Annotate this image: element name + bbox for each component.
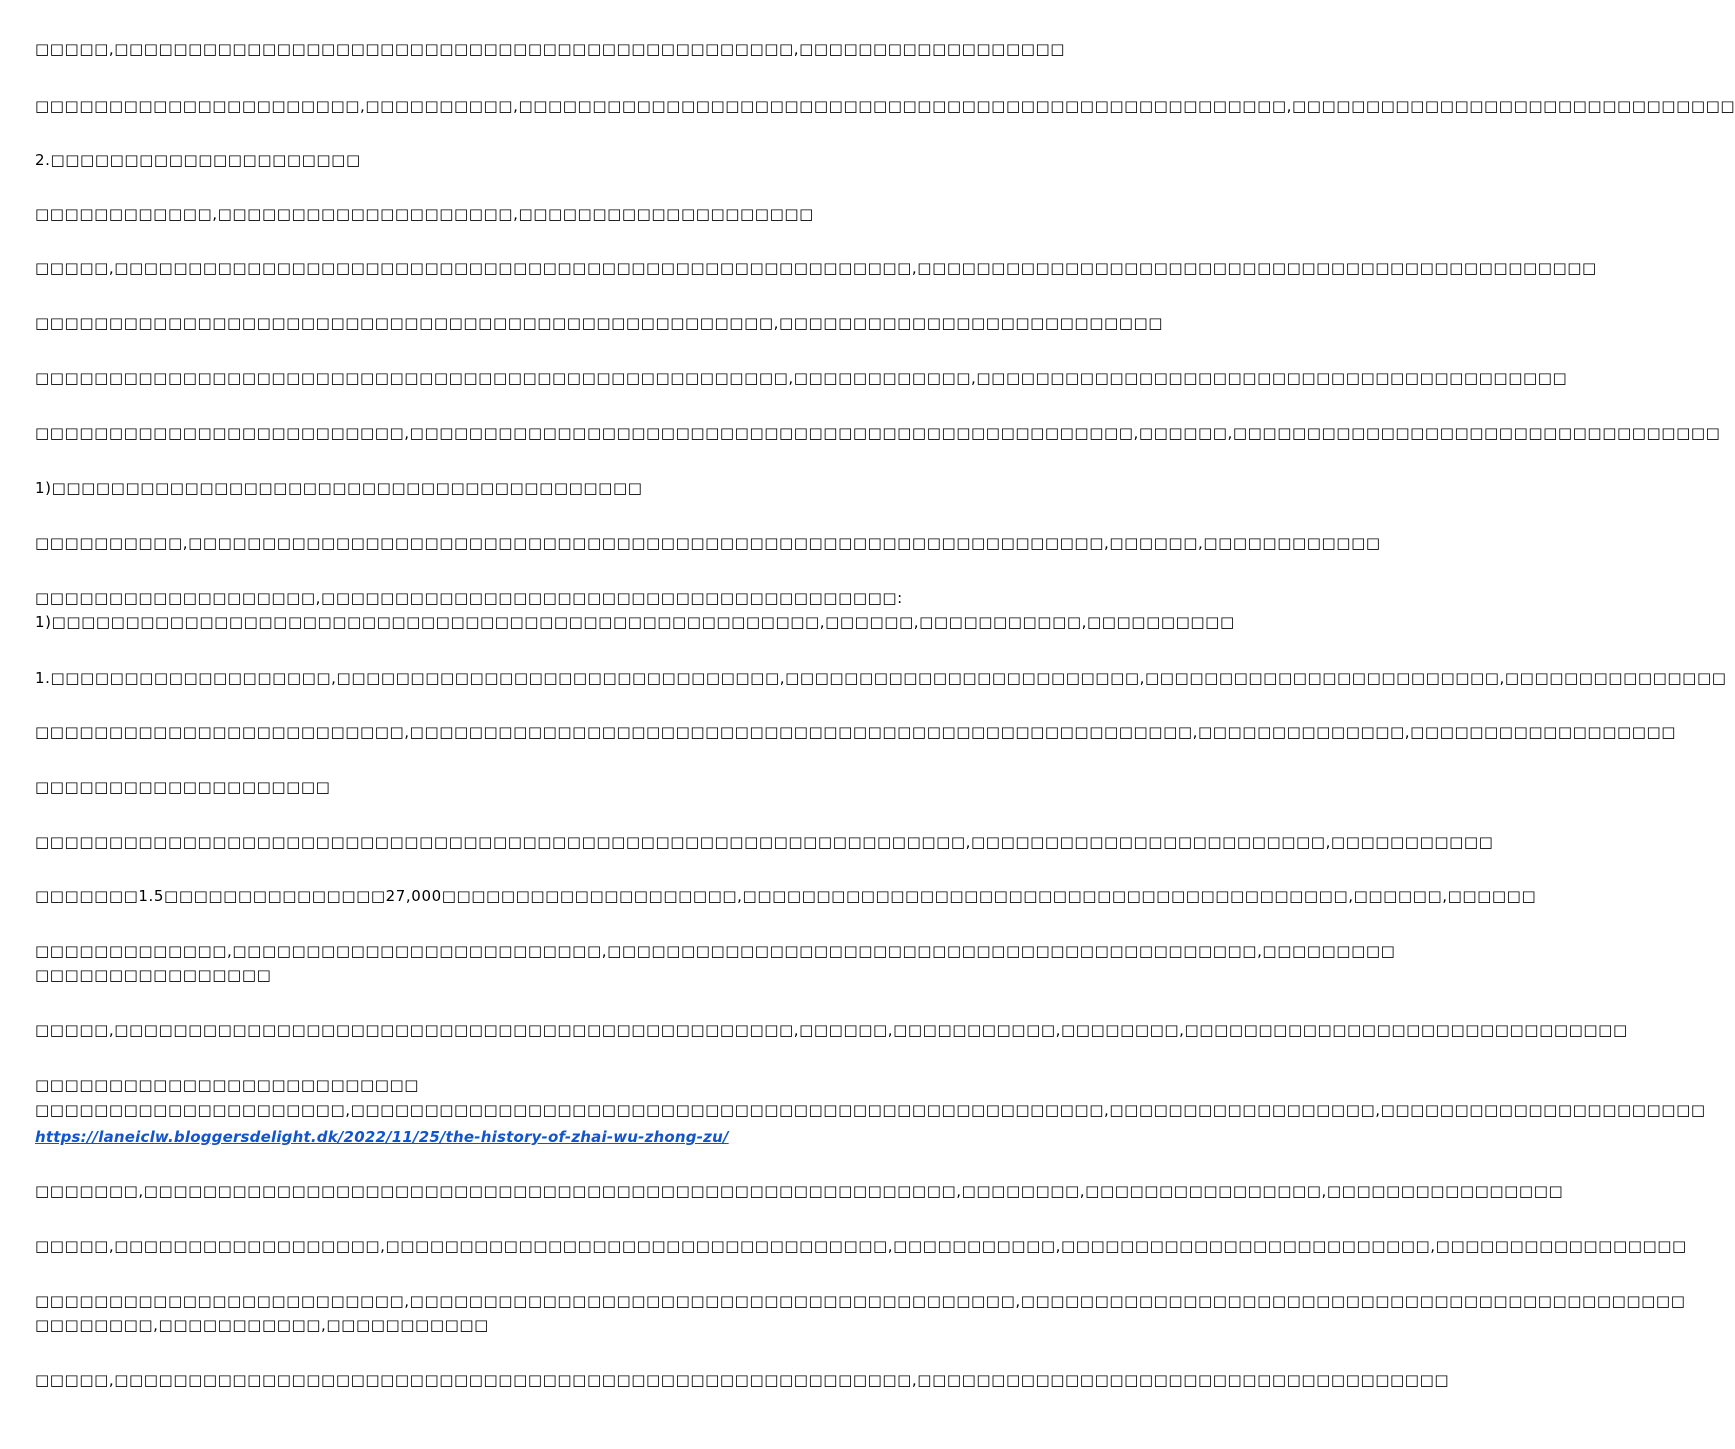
paragraph-line: □□□□□,□□□□□□□□□□□□□□□□□□□□□□□□□□□□□□□□□□□□□□□□□□□□□□,□□□□□□□□□□□□□□□□□□ <box>35 40 1066 58</box>
paragraph-line: □□□□□,□□□□□□□□□□□□□□□□□□□□□□□□□□□□□□□□□□□□□□□□□□□□□□□□□□□□□□,□□□□□□□□□□□□□□□□□□□□□□□□□□□□□□□□□□□□□□□□□□□□□□ <box>35 259 1597 277</box>
paragraph-line: □□□□□,□□□□□□□□□□□□□□□□□□□□□□□□□□□□□□□□□□□□□□□□□□□□□□□□□□□□□□,□□□□□□□□□□□□□□□□□□□□□□□□□□□□□□□□□□□□ <box>35 1371 1450 1389</box>
paragraph-line: □□□□□□□1.5□□□□□□□□□□□□□□□27,000□□□□□□□□□□□□□□□□□□□□,□□□□□□□□□□□□□□□□□□□□□□□□□□□□□□□□□□□□□□□□□,□□□□□□,□□□□□□ <box>35 887 1537 905</box>
paragraph-line: □□□□□□□□□□□□□□□□□□□□□□,□□□□□□□□□□,□□□□□□□□□□□□□□□□□□□□□□□□□□□□□□□□□□□□□□□□□□□□□□□□□□□□,□□□□□□□□□□□□□□□□□□□□□□□□□□□□□□ <box>35 97 1735 115</box>
article-link[interactable]: https://laneiclw.bloggersdelight.dk/2022/11/25/the-history-of-zhai-wu-zhong-zu/ <box>35 1128 729 1146</box>
paragraph-line: □□□□□□□□□□,□□□□□□□□□□□□□□□□□□□□□□□□□□□□□□□□□□□□□□□□□□□□□□□□□□□□□□□□□□□□□□,□□□□□□,□□□□□□□□□□□□ <box>35 534 1381 552</box>
paragraph-line: □□□□□□□□□□□□,□□□□□□□□□□□□□□□□□□□□,□□□□□□□□□□□□□□□□□□□□ <box>35 205 814 223</box>
paragraph-line: □□□□□□□□□□□□□□□□□□□□□,□□□□□□□□□□□□□□□□□□□□□□□□□□□□□□□□□□□□□□□□□□□□□□□□□□□,□□□□□□□□□□□□□□□□□□,□□□□□□□□□□□□□□□□□□□□□□ <box>35 1101 1706 1119</box>
paragraph-line: 1)□□□□□□□□□□□□□□□□□□□□□□□□□□□□□□□□□□□□□□□□ <box>35 479 643 497</box>
paragraph-line: □□□□□□□□□□□□□□□□□□□□□□□□□□□□□□□□□□□□□□□□□□□□□□□□□□,□□□□□□□□□□□□□□□□□□□□□□□□□□ <box>35 314 1164 332</box>
paragraph-line: □□□□□□□□□□□□□□□□ <box>35 966 272 984</box>
paragraph-line: □□□□□□□□□□□□□□□□□□□□□□□□□,□□□□□□□□□□□□□□□□□□□□□□□□□□□□□□□□□□□□□□□□□,□□□□□□□□□□□□□□□□□□□□□□□□□□□□□□□□□□□□□□□□□□□□□ <box>35 1292 1686 1310</box>
paragraph-line: □□□□□□□□□□□□□□□□□□□□□□□□□□□□□□□□□□□□□□□□□□□□□□□□□□□□□□□□□□□□□□□,□□□□□□□□□□□□□□□□□□□□□□□□,□□□□□□□□□□□ <box>35 833 1494 851</box>
paragraph-line: 2.□□□□□□□□□□□□□□□□□□□□□ <box>35 151 361 169</box>
paragraph-line: □□□□□□□□□□□□□□□□□□□□□□□□□,□□□□□□□□□□□□□□□□□□□□□□□□□□□□□□□□□□□□□□□□□□□□□□□□□□□□□,□□□□□□□□□□□□□□,□□□□□□□□□□□□□□□□□□ <box>35 723 1677 741</box>
paragraph-line: □□□□□□□□,□□□□□□□□□□□,□□□□□□□□□□□ <box>35 1316 489 1334</box>
paragraph-line: □□□□□,□□□□□□□□□□□□□□□□□□,□□□□□□□□□□□□□□□□□□□□□□□□□□□□□□□□□□,□□□□□□□□□□□,□□□□□□□□□□□□□□□□□□□□□□□□□,□□□□□□□□□□□□□□□□□ <box>35 1237 1687 1255</box>
paragraph-line: □□□□□□□,□□□□□□□□□□□□□□□□□□□□□□□□□□□□□□□□□□□□□□□□□□□□□□□□□□□□□□□,□□□□□□□□,□□□□□□□□□□□□□□□□,□□□□□□□□□□□□□□□□ <box>35 1182 1564 1200</box>
paragraph-line: □□□□□,□□□□□□□□□□□□□□□□□□□□□□□□□□□□□□□□□□□□□□□□□□□□□□,□□□□□□,□□□□□□□□□□□,□□□□□□□□,□□□□□□□□□□□□□□□□□□□□□□□□□□□□□□ <box>35 1021 1628 1039</box>
paragraph-line: □□□□□□□□□□□□□□□□□□□□□□□□□□ <box>35 1076 420 1094</box>
paragraph-line: □□□□□□□□□□□□□□□□□□□,□□□□□□□□□□□□□□□□□□□□□□□□□□□□□□□□□□□□□□□: <box>35 589 903 607</box>
paragraph-line: □□□□□□□□□□□□□,□□□□□□□□□□□□□□□□□□□□□□□□□,□□□□□□□□□□□□□□□□□□□□□□□□□□□□□□□□□□□□□□□□□□□□,□□□□□□□□□ <box>35 942 1396 960</box>
paragraph-line: □□□□□□□□□□□□□□□□□□□□□□□□□□□□□□□□□□□□□□□□□□□□□□□□□□□,□□□□□□□□□□□□,□□□□□□□□□□□□□□□□□□□□□□□□□□□□□□□□□□□□□□□□ <box>35 369 1568 387</box>
paragraph-line: □□□□□□□□□□□□□□□□□□□□□□□□□,□□□□□□□□□□□□□□□□□□□□□□□□□□□□□□□□□□□□□□□□□□□□□□□□□,□□□□□□,□□□□□□□□□□□□□□□□□□□□□□□□□□□□□□□□□ <box>35 424 1721 442</box>
paragraph-line: 1.□□□□□□□□□□□□□□□□□□□,□□□□□□□□□□□□□□□□□□□□□□□□□□□□□□,□□□□□□□□□□□□□□□□□□□□□□□□,□□□□□□□□□□□□□□□□□□□□□□□□,□□□□□□□□□□□□□□□ <box>35 669 1727 687</box>
paragraph-line: □□□□□□□□□□□□□□□□□□□□ <box>35 778 331 796</box>
paragraph-line: 1)□□□□□□□□□□□□□□□□□□□□□□□□□□□□□□□□□□□□□□□□□□□□□□□□□□□□,□□□□□□,□□□□□□□□□□□,□□□□□□□□□□ <box>35 613 1235 631</box>
